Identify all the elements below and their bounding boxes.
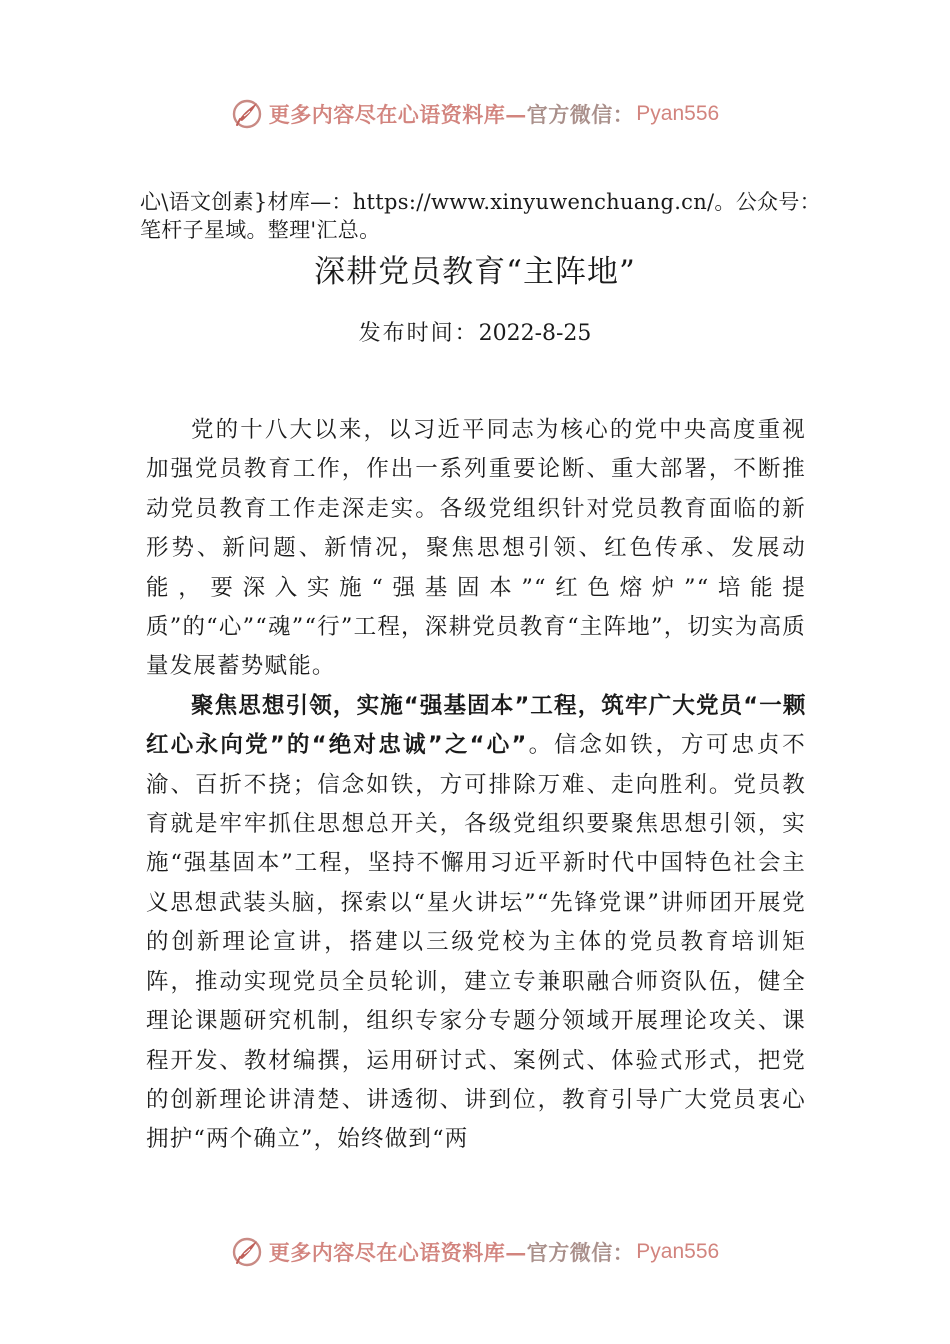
publish-date-value: 2022-8-25: [478, 321, 592, 346]
banner-slogan: 更多内容尽在心语资料库—: [268, 1240, 527, 1265]
document-body: [146, 411, 806, 1160]
document-title: 深耕党员教育“主阵地”: [314, 254, 636, 290]
body-paragraph: [146, 687, 806, 1160]
quill-logo-icon: [231, 97, 265, 131]
body-paragraph: 党的十八大以来，以习近平同志为核心的党中央高度重视加强党员教育工作，作出一系列重要论断、重大部署，不断推动党员教育工作走深走实。各级党组织针对党员教育面临的新形势、新问题、新情况，聚焦思想引领、红色传承、发展动能，要深入实施“强基固本”“红色熔炉”“培能提质”的“心”“魂”“行”工程，深耕党员教育“主阵地”，切实为高质量发展蓄势赋能。: [146, 417, 806, 680]
quill-logo-icon: [231, 1235, 265, 1269]
source-note: 心\语文创素}材库—：https://www.xinyuwenchuang.cn/。公众号：笔杆子星域。整理'汇总。: [140, 190, 821, 242]
banner-wechat-label: 官方微信：: [526, 1240, 635, 1265]
banner-wechat-id: Pyan556: [636, 102, 720, 125]
publish-date: [0, 316, 950, 347]
banner-slogan: 更多内容尽在心语资料库—: [268, 102, 527, 127]
paragraph-body-text: 。信念如铁，方可忠贞不渝、百折不挠；信念如铁，方可排除万难、走向胜利。党员教育就是牢牢抓住思想总开关，各级党组织要聚焦思想引领，实施“强基固本”工程，坚持不懈用习近平新时代中国特色社会主义思想武装头脑，探索以“星火讲坛”“先锋党课”讲师团开展党的创新理论宣讲，搭建以三级党校为主体的党员教育培训矩阵，推动实现党员全员轮训，建立专兼职融合师资队伍，健全理论课题研究机制，组织专家分专题分领域开展理论攻关、课程开发、教材编撰，运用研讨式、案例式、体验式形式，把党的创新理论讲清楚、讲透彻、讲到位，教育引导广大党员衷心拥护“两个确立”，始终做到“两: [146, 732, 807, 1153]
header-banner: [0, 92, 950, 136]
footer-banner: [0, 1230, 950, 1274]
banner-wechat-label: 官方微信：: [526, 102, 635, 127]
banner-wechat-id: Pyan556: [636, 1240, 720, 1263]
paragraph-lead-heading: 聚焦思想引领，实施“强基固本”工程，筑牢广大党员“一颗红心永向党”的“绝对忠诚”之“心”: [146, 692, 806, 759]
publish-date-label: 发布时间：: [358, 321, 479, 346]
